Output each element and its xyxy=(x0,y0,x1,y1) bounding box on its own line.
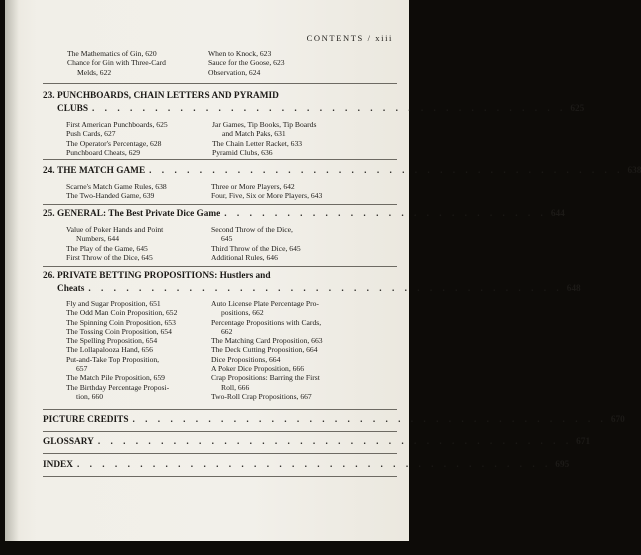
chapter-page: 638 xyxy=(627,166,641,176)
dot-leader: . . . . . . . . . . . . . . . . . . . . . . . . . . . . . . . . . . . . . . xyxy=(88,283,563,294)
toc-subentry: The Play of the Game, 645 xyxy=(66,243,148,253)
toc-subentry: Fly and Sugar Proposition, 651 xyxy=(66,299,161,308)
chapter-title: PUNCHBOARDS, CHAIN LETTERS AND PYRAMID xyxy=(57,91,279,101)
toc-subentry-line: tion, 660 xyxy=(76,391,104,401)
back-matter-title: GLOSSARY xyxy=(43,437,94,447)
toc-subentry: Punchboard Cheats, 629 xyxy=(66,147,141,157)
toc-subentry-line: 657 xyxy=(76,364,88,374)
toc-subentry: Chance for Gin with Three-Card xyxy=(67,58,166,68)
top-entries-left xyxy=(67,49,217,77)
toc-subentry: Additional Rules, 646 xyxy=(211,252,278,262)
divider-rule xyxy=(43,409,397,410)
divider-rule xyxy=(43,431,397,432)
chapter-title-cont: CLUBS xyxy=(57,103,89,114)
toc-subentry: The Spelling Proposition, 654 xyxy=(66,336,158,346)
back-matter-page: 695 xyxy=(555,460,570,470)
toc-subentry-line: Crap Propositions: Barring the First xyxy=(211,373,320,383)
toc-subentry-line: Numbers, 644 xyxy=(76,234,120,244)
toc-subentry xyxy=(211,299,399,318)
dot-leader: . . . . . . . . . . . . . . . . . . . . . . . . . . . . . . . . . . . . . . xyxy=(132,415,607,425)
toc-subentry-line: Second Throw of the Dice, xyxy=(211,225,293,234)
divider-rule xyxy=(43,266,397,267)
toc-subentry: Dice Propositions, 664 xyxy=(211,354,281,364)
dot-leader: . . . . . . . . . . . . . . . . . . . . . . . . . . . . . . . . . . . . . . xyxy=(92,103,567,114)
toc-subentry: Push Cards, 627 xyxy=(66,129,116,139)
toc-subentry: and Match Paks, 631 xyxy=(222,129,286,139)
back-matter-glossary[interactable] xyxy=(43,436,591,449)
toc-subentry: Third Throw of the Dice, 645 xyxy=(211,243,301,253)
chapter-number: 26. xyxy=(43,271,55,281)
toc-subentry: The Deck Cutting Proposition, 664 xyxy=(211,345,318,355)
chapter-page: 625 xyxy=(570,103,585,114)
chapter-number: 25. xyxy=(43,209,55,219)
toc-subentry: The Mathematics of Gin, 620 xyxy=(67,49,157,58)
divider-rule xyxy=(43,204,397,205)
running-head: CONTENTS / xiii xyxy=(306,33,393,43)
dot-leader: . . . . . . . . . . . . . . . . . . . . . . . . . . . . . . . . . . . . . . xyxy=(149,166,624,176)
toc-subentry: Scarne's Match Game Rules, 638 xyxy=(66,182,167,191)
chapter-26-right-col xyxy=(211,299,399,401)
toc-subentry-line: 645 xyxy=(221,234,233,244)
chapter-24-left-col xyxy=(66,182,211,201)
toc-subentry-line: Roll, 666 xyxy=(221,382,250,392)
divider-rule xyxy=(43,83,397,84)
toc-subentry-line: Auto License Plate Percentage Pro- xyxy=(211,299,319,308)
toc-subentry: The Lollapalooza Hand, 656 xyxy=(66,345,153,355)
chapter-23-left-col xyxy=(66,120,211,157)
chapter-number: 24. xyxy=(43,166,55,176)
back-matter-title: INDEX xyxy=(43,460,73,470)
chapter-page: 648 xyxy=(566,283,581,294)
toc-subentry-line: 662 xyxy=(221,326,233,336)
toc-subentry: The Matching Card Proposition, 663 xyxy=(211,336,323,346)
chapter-25-heading[interactable] xyxy=(43,208,565,221)
chapter-page: 644 xyxy=(550,209,565,219)
chapter-26-left-col xyxy=(66,299,211,401)
toc-subentry-line: Value of Poker Hands and Point xyxy=(66,225,164,234)
back-matter-index[interactable] xyxy=(43,459,570,472)
toc-subentry: First Throw of the Dice, 645 xyxy=(66,252,153,262)
chapter-number: 23. xyxy=(43,91,55,101)
chapter-title: THE MATCH GAME xyxy=(57,166,146,176)
toc-subentry: The Odd Man Coin Proposition, 652 xyxy=(66,308,178,318)
toc-subentry-line: The Birthday Percentage Proposi- xyxy=(66,382,170,392)
dot-leader: . . . . . . . . . . . . . . . . . . . . . . . . . . . . . . . . . . . . . . xyxy=(97,437,573,447)
toc-subentry: Pyramid Clubs, 636 xyxy=(212,147,273,157)
chapter-23-heading[interactable] xyxy=(43,90,585,115)
toc-subentry-line: Put-and-Take Top Proposition, xyxy=(66,354,160,364)
back-matter-picture-credits[interactable] xyxy=(43,414,625,427)
toc-subentry: The Spinning Coin Proposition, 653 xyxy=(66,317,176,327)
book-page xyxy=(5,0,641,541)
back-matter-title: PICTURE CREDITS xyxy=(43,415,129,425)
toc-subentry: Sauce for the Goose, 623 xyxy=(208,58,285,68)
toc-subentry: The Chain Letter Racket, 633 xyxy=(212,138,303,148)
chapter-25-right-col xyxy=(211,225,397,262)
divider-rule xyxy=(43,159,397,160)
toc-subentry xyxy=(66,383,211,402)
toc-subentry xyxy=(66,355,211,374)
dot-leader: . . . . . . . . . . . . . . . . . . . . . . . . . . . . . . . . . . . . . . xyxy=(76,460,552,470)
toc-subentry: When to Knock, 623 xyxy=(208,49,272,58)
chapter-title: PRIVATE BETTING PROPOSITIONS: Hustlers and xyxy=(57,271,271,281)
divider-rule xyxy=(43,453,397,454)
page-gutter-shadow xyxy=(5,0,19,541)
chapter-23-right-col xyxy=(212,120,398,157)
toc-subentry: Observation, 624 xyxy=(208,67,261,77)
top-entries-right xyxy=(208,49,398,77)
toc-subentry: Four, Five, Six or More Players, 643 xyxy=(211,191,323,201)
chapter-26-heading[interactable] xyxy=(43,270,581,295)
back-matter-page: 670 xyxy=(610,415,625,425)
chapter-24-heading[interactable] xyxy=(43,165,641,178)
toc-subentry: Three or More Players, 642 xyxy=(211,182,295,191)
toc-subentry-line: Percentage Propositions with Cards, xyxy=(211,317,322,327)
toc-subentry xyxy=(211,225,397,244)
toc-subentry: Two-Roll Crap Propositions, 667 xyxy=(211,391,312,401)
toc-subentry xyxy=(211,318,399,337)
toc-subentry: A Poker Dice Proposition, 666 xyxy=(211,364,305,374)
chapter-25-left-col xyxy=(66,225,211,262)
toc-subentry: The Tossing Coin Proposition, 654 xyxy=(66,326,172,336)
chapter-24-right-col xyxy=(211,182,401,201)
toc-subentry: The Two-Handed Game, 639 xyxy=(66,191,155,201)
toc-subentry: The Operator's Percentage, 628 xyxy=(66,138,162,148)
toc-subentry xyxy=(211,373,399,392)
back-matter-page: 671 xyxy=(576,437,591,447)
toc-subentry: Jar Games, Tip Books, Tip Boards xyxy=(212,120,317,129)
toc-subentry: First American Punchboards, 625 xyxy=(66,120,168,129)
toc-subentry: The Match Pile Proposition, 659 xyxy=(66,373,165,383)
dot-leader: . . . . . . . . . . . . . . . . . . . . . . . . . . xyxy=(224,209,547,219)
divider-rule xyxy=(43,476,397,477)
chapter-title-cont: Cheats xyxy=(57,283,85,294)
toc-subentry: Melds, 622 xyxy=(77,67,112,77)
toc-subentry-line: positions, 662 xyxy=(221,308,264,318)
chapter-title: GENERAL: The Best Private Dice Game xyxy=(57,209,221,219)
toc-subentry xyxy=(66,225,211,244)
